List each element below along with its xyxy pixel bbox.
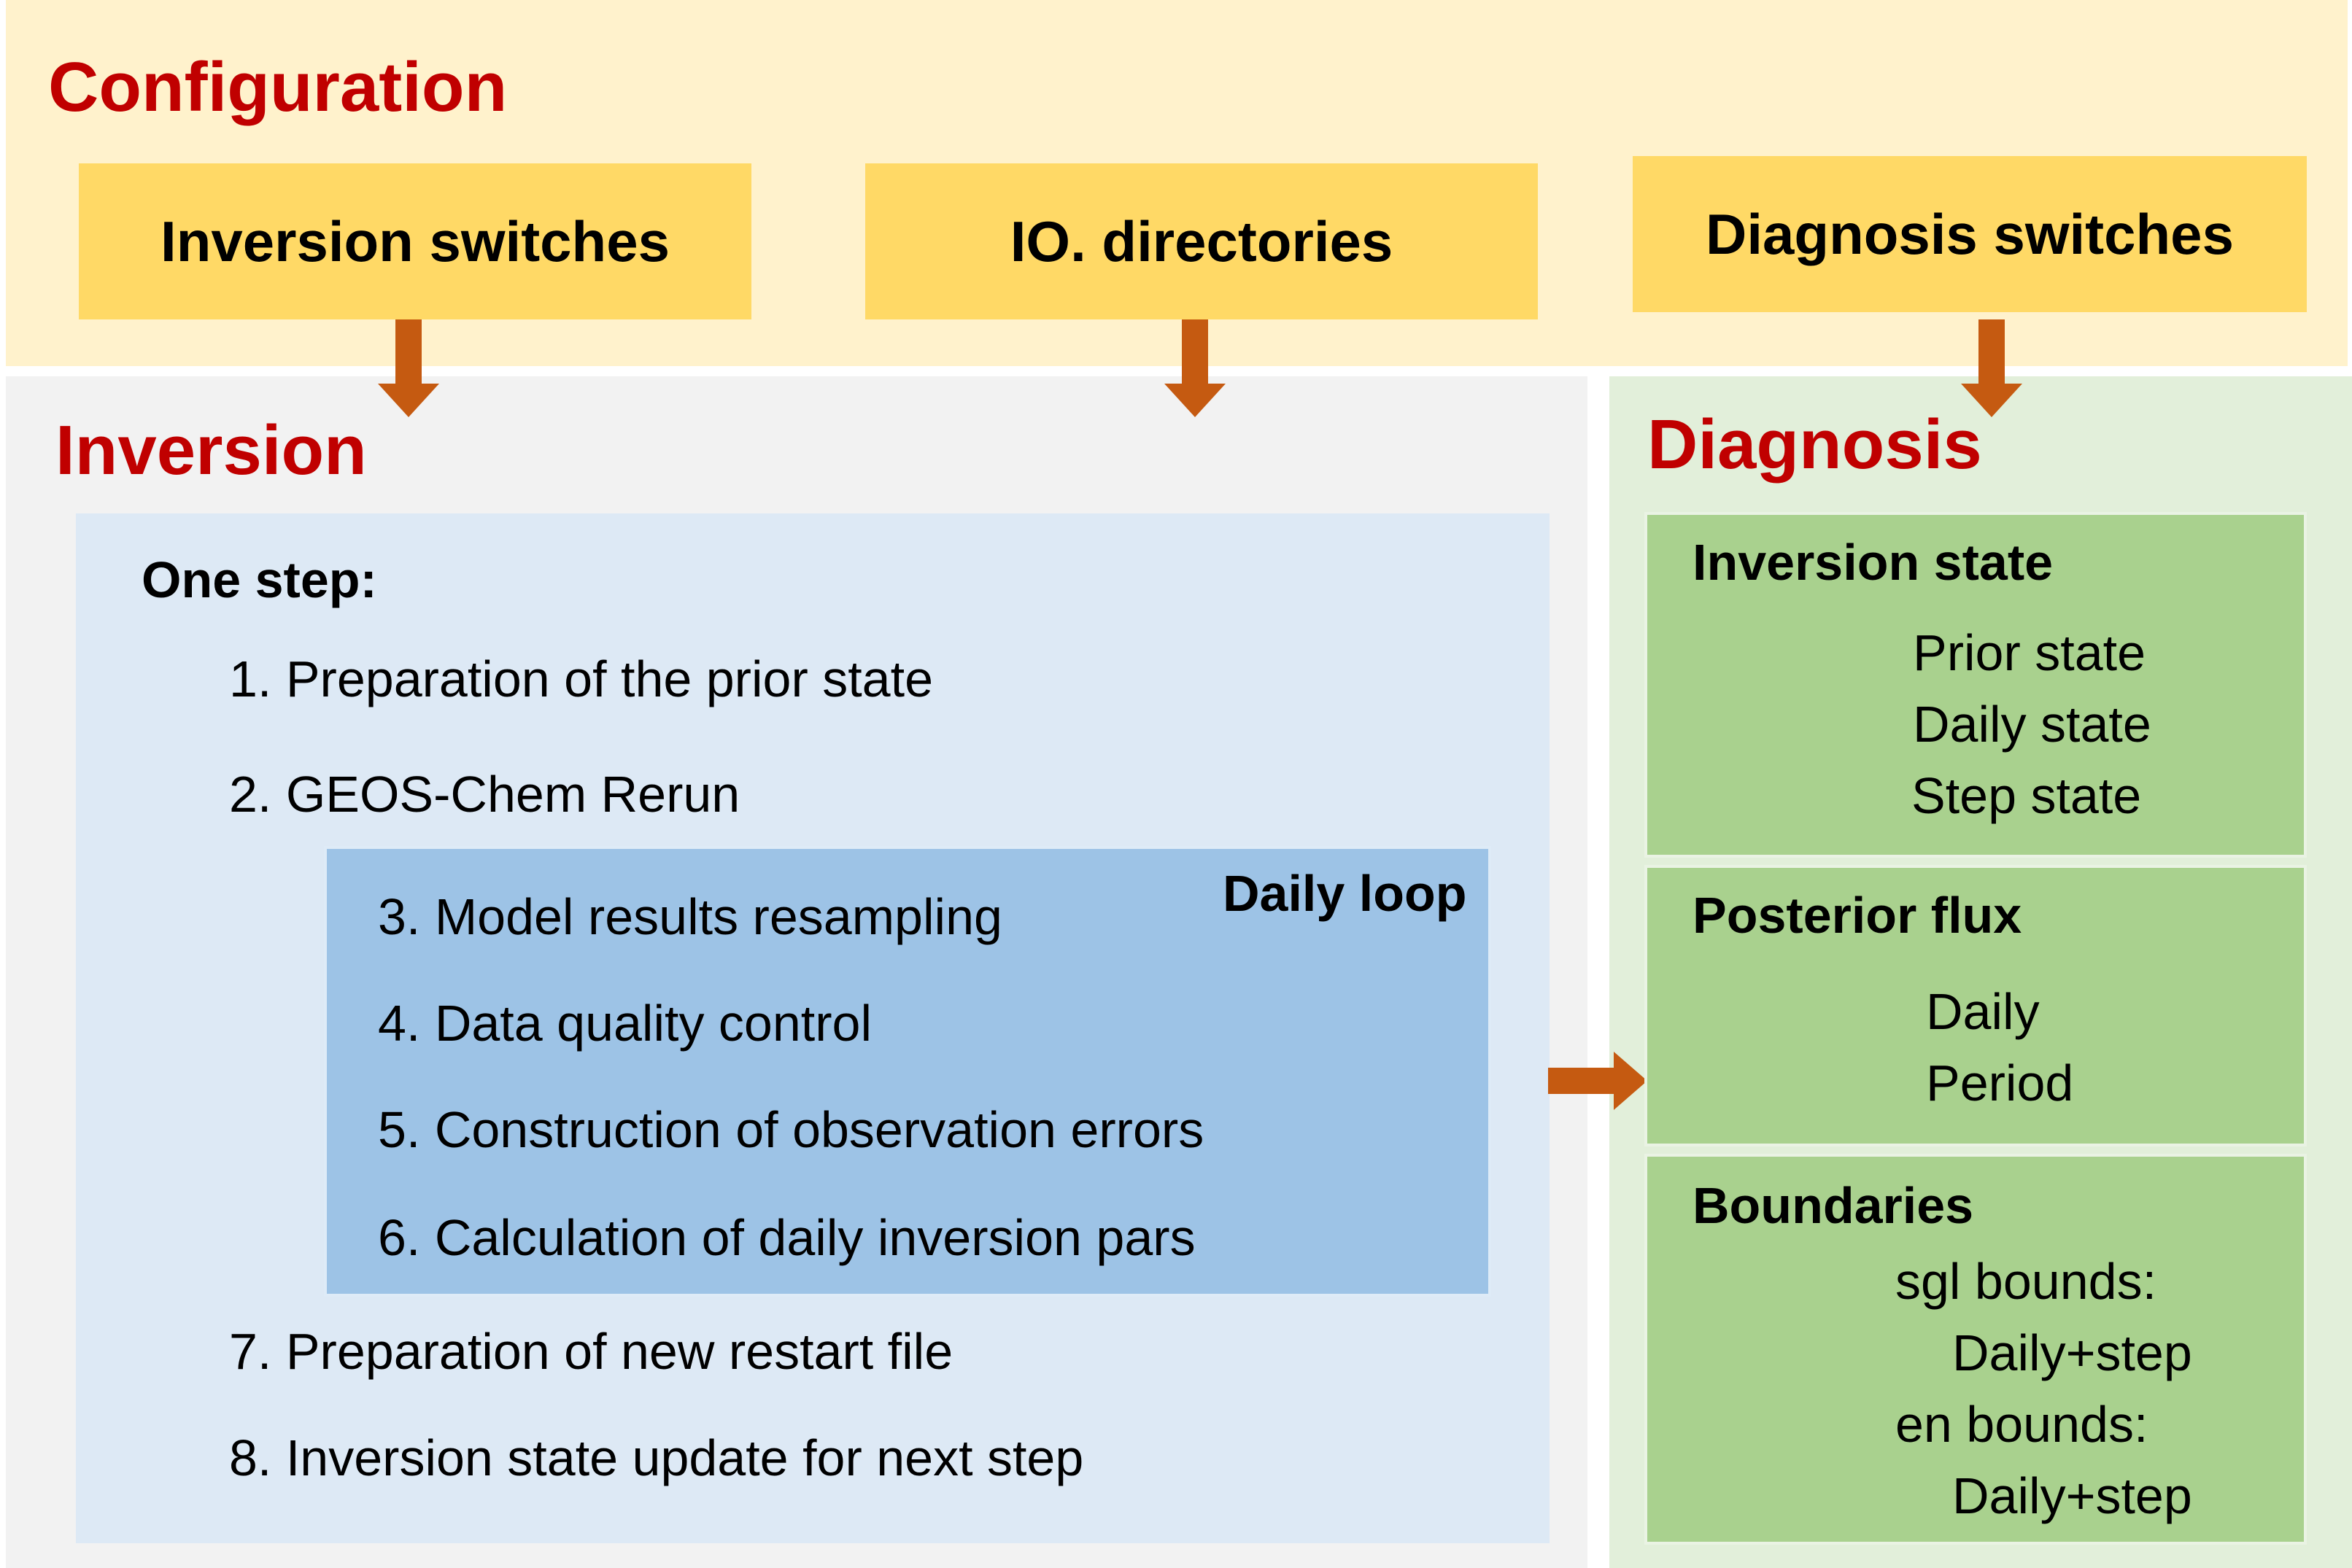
diagnosis-switches-box: Diagnosis switches <box>1630 153 2310 315</box>
arrow-diagnosis-switches <box>1961 319 2022 417</box>
prior-state-item: Prior state <box>1913 624 2146 681</box>
inversion-switches-box: Inversion switches <box>76 160 754 322</box>
diagnosis-title: Diagnosis <box>1647 405 1982 484</box>
en-bounds-value: Daily+step <box>1952 1467 2192 1524</box>
step-7: 7. Preparation of new restart file <box>229 1323 953 1380</box>
step-6: 6. Calculation of daily inversion pars <box>378 1209 1196 1266</box>
boundaries-heading: Boundaries <box>1693 1177 1974 1234</box>
step-5: 5. Construction of observation errors <box>378 1101 1204 1158</box>
daily-loop-label: Daily loop <box>1223 865 1467 922</box>
en-bounds-label: en bounds: <box>1895 1396 2148 1453</box>
daily-state-item: Daily state <box>1913 696 2151 753</box>
step-state-item: Step state <box>1911 767 2142 824</box>
arrow-inversion-switches <box>378 319 439 417</box>
step-3: 3. Model results resampling <box>378 888 1002 945</box>
sgl-bounds-label: sgl bounds: <box>1895 1253 2157 1310</box>
step-2: 2. GEOS-Chem Rerun <box>229 766 740 823</box>
daily-flux-item: Daily <box>1926 983 2040 1040</box>
sgl-bounds-value: Daily+step <box>1952 1324 2192 1381</box>
arrow-inversion-to-diagnosis <box>1548 1052 1647 1110</box>
configuration-title: Configuration <box>48 48 508 126</box>
step-8: 8. Inversion state update for next step <box>229 1429 1084 1486</box>
io-directories-box: IO. directories <box>862 160 1541 322</box>
inversion-state-heading: Inversion state <box>1693 534 2054 591</box>
period-flux-item: Period <box>1926 1055 2074 1111</box>
arrow-io-directories <box>1164 319 1226 417</box>
step-1: 1. Preparation of the prior state <box>229 651 933 707</box>
one-step-label: One step: <box>142 551 377 608</box>
step-4: 4. Data quality control <box>378 995 873 1052</box>
inversion-title: Inversion <box>55 411 367 489</box>
posterior-flux-heading: Posterior flux <box>1693 887 2022 944</box>
